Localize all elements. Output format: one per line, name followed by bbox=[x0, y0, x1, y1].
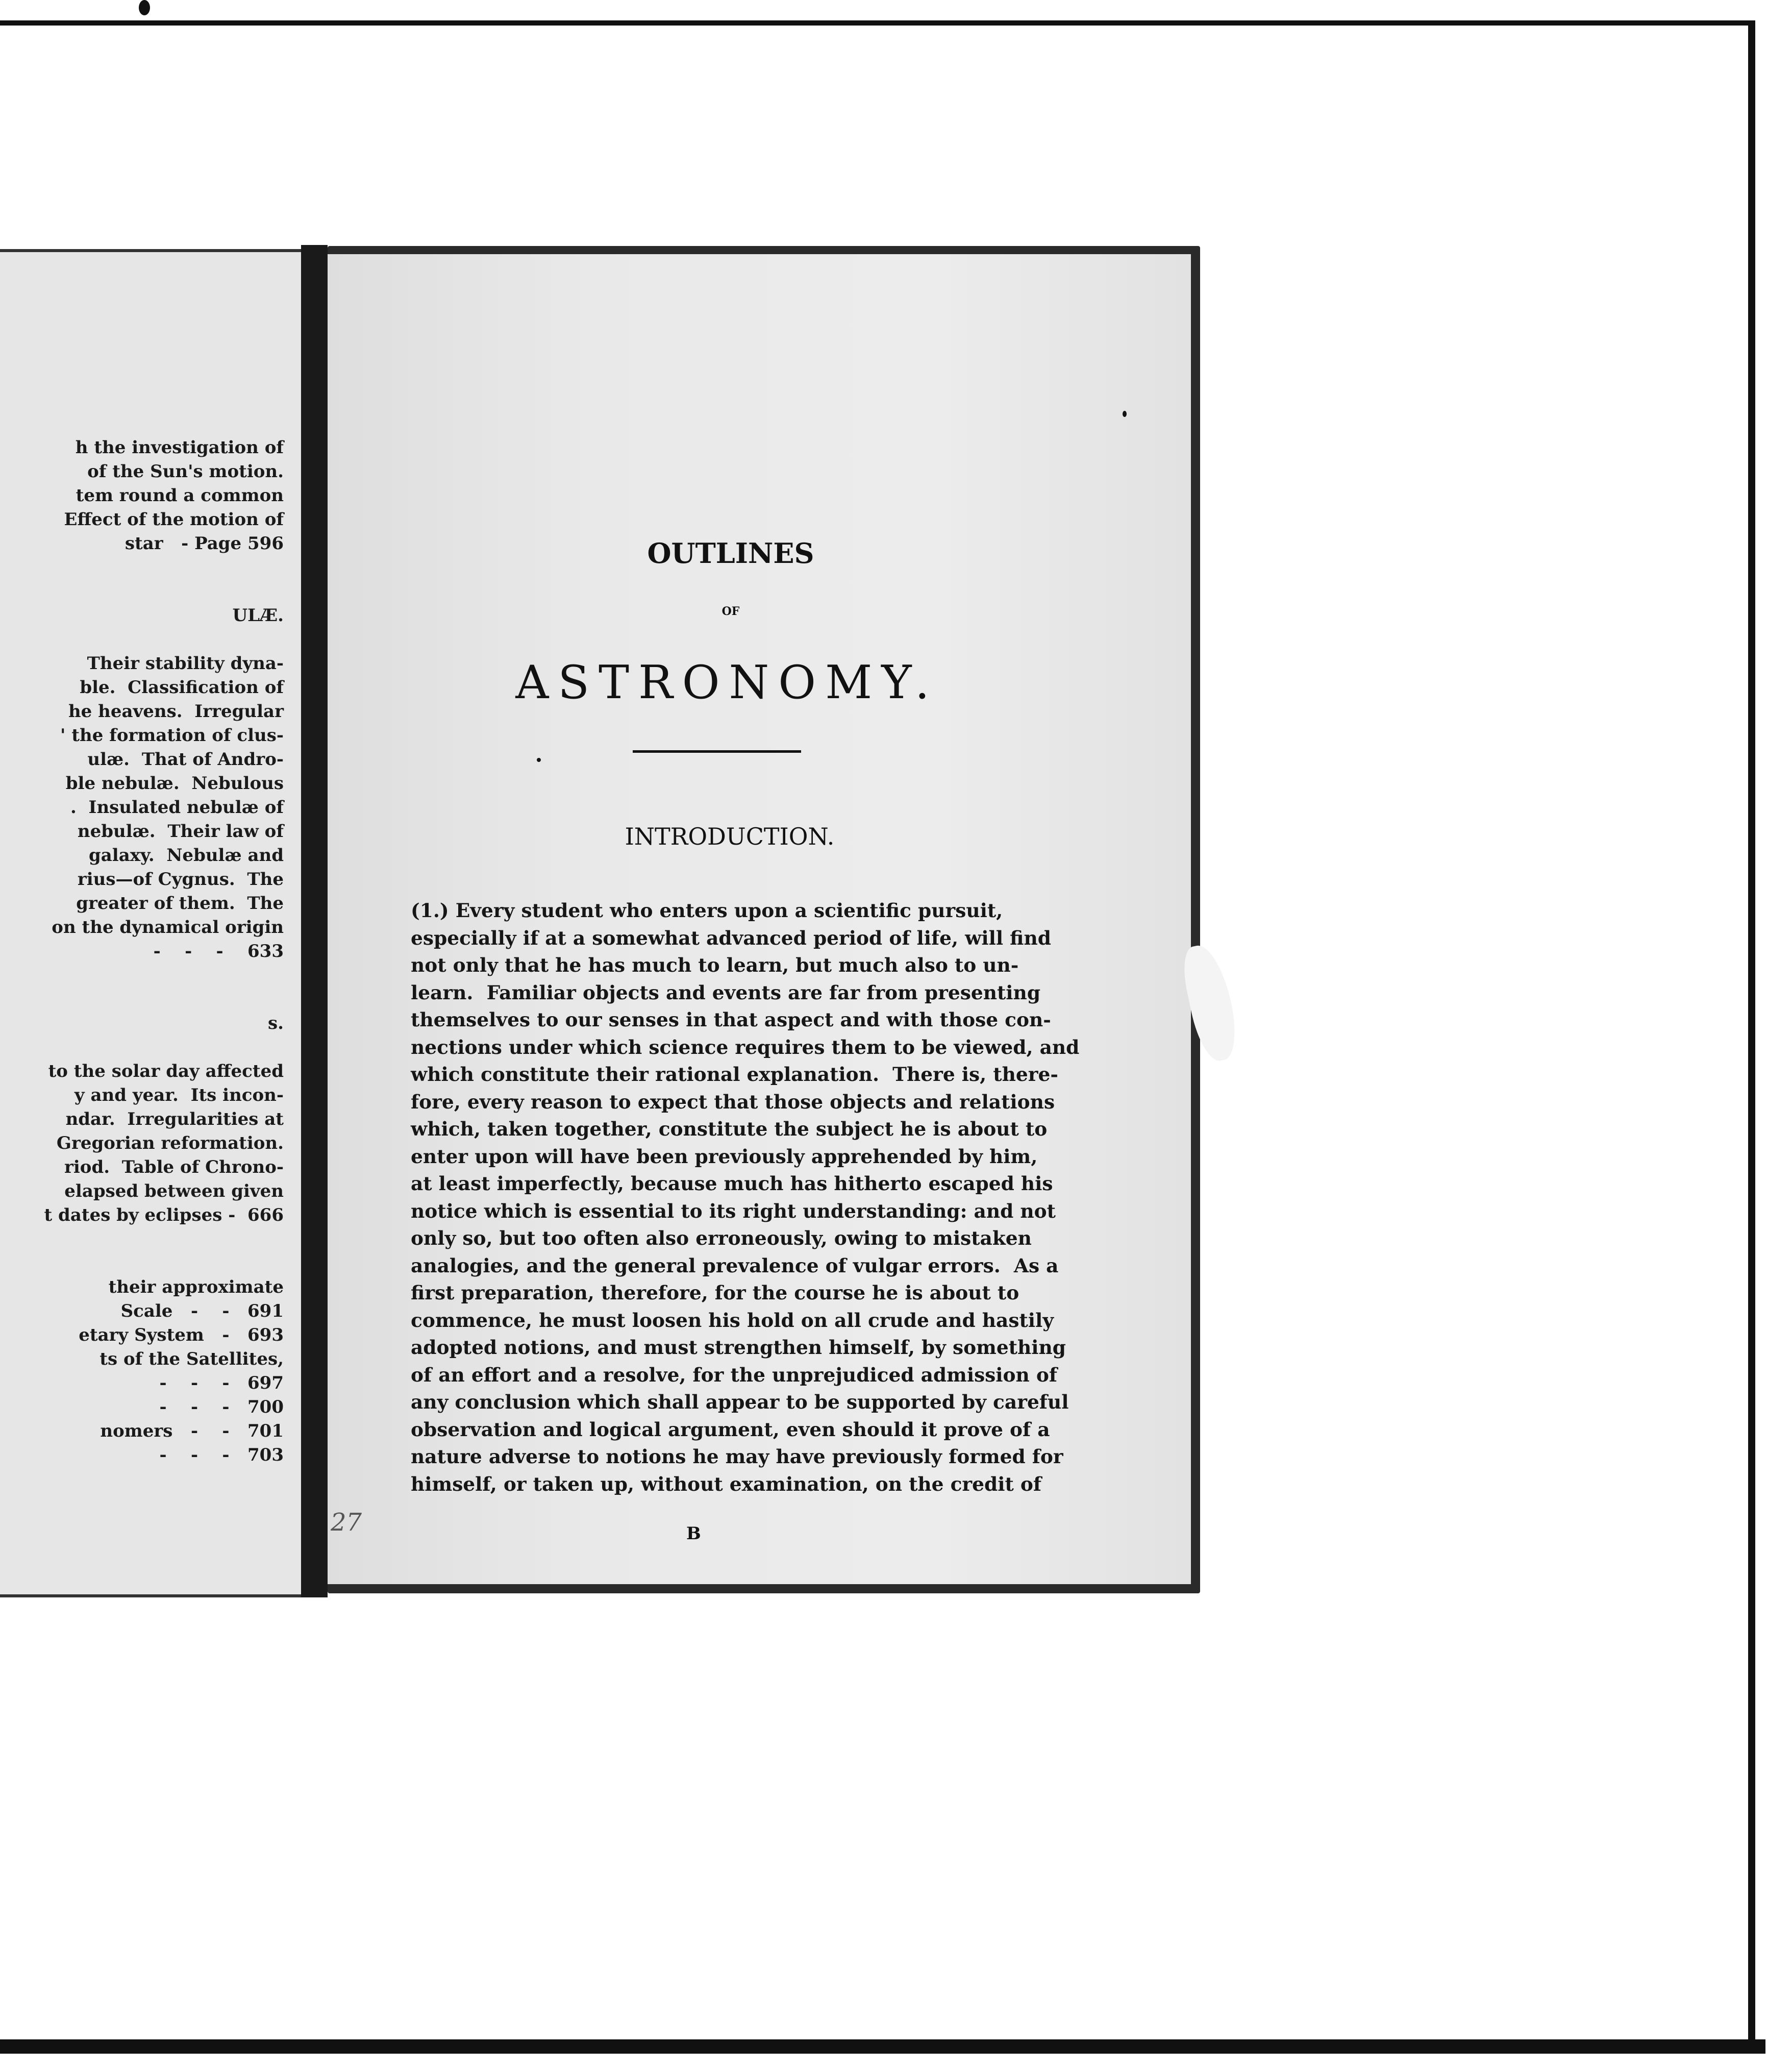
text-line: adopted notions, and must strengthen himself, by something bbox=[411, 1336, 1066, 1359]
contents-line: y and year. Its incon- bbox=[74, 1085, 284, 1105]
contents-line bbox=[18, 1251, 284, 1275]
contents-line: - - - 633 bbox=[153, 941, 284, 962]
introduction-paragraph bbox=[411, 897, 1080, 1498]
contents-line: ULÆ. bbox=[232, 605, 284, 626]
text-line: fore, every reason to expect that those objects and relations bbox=[411, 1090, 1055, 1113]
contents-line bbox=[18, 988, 284, 1012]
contents-line bbox=[18, 628, 284, 652]
contents-line: elapsed between given bbox=[64, 1181, 284, 1201]
contents-list bbox=[18, 436, 284, 1467]
text-line: himself, or taken up, without examination, on the credit of bbox=[411, 1472, 1042, 1495]
contents-line: star - Page 596 bbox=[125, 533, 284, 554]
contents-line: - - - 703 bbox=[159, 1445, 284, 1465]
contents-line: ulæ. That of Andro- bbox=[87, 749, 284, 770]
contents-line: ndar. Irregularities at bbox=[65, 1109, 284, 1129]
title-rule bbox=[633, 750, 801, 753]
contents-line: of the Sun's motion. bbox=[87, 461, 284, 482]
text-line: (1.) Every student who enters upon a scientific pursuit, bbox=[411, 899, 1003, 922]
contents-line bbox=[18, 1036, 284, 1059]
contents-line: t dates by eclipses - 666 bbox=[44, 1205, 284, 1225]
contents-line: Gregorian reformation. bbox=[56, 1133, 284, 1153]
contents-line: greater of them. The bbox=[76, 893, 284, 914]
section-heading: INTRODUCTION. bbox=[625, 823, 835, 850]
text-line: learn. Familiar objects and events are far from presenting bbox=[411, 981, 1041, 1004]
contents-line bbox=[18, 1227, 284, 1251]
contents-line: ble nebulæ. Nebulous bbox=[65, 773, 284, 794]
contents-line: . Insulated nebulæ of bbox=[70, 797, 284, 818]
contents-line bbox=[18, 964, 284, 988]
contents-line: Effect of the motion of bbox=[64, 509, 284, 530]
contents-line: etary System - 693 bbox=[79, 1325, 284, 1345]
dust-speck bbox=[537, 758, 541, 762]
contents-line: galaxy. Nebulæ and bbox=[88, 845, 284, 866]
contents-line: nomers - - 701 bbox=[100, 1421, 284, 1441]
text-line: any conclusion which shall appear to be supported by careful bbox=[411, 1391, 1069, 1413]
contents-line: their approximate bbox=[108, 1277, 284, 1297]
scan-frame-bottom bbox=[0, 2039, 1765, 2054]
dust-speck bbox=[139, 0, 150, 15]
text-line: nections under which science requires them to be viewed, and bbox=[411, 1036, 1080, 1058]
text-line: analogies, and the general prevalence of vulgar errors. As a bbox=[411, 1254, 1059, 1277]
contents-line: tem round a common bbox=[76, 485, 284, 506]
text-line: which constitute their rational explanation. There is, there- bbox=[411, 1063, 1058, 1086]
contents-line bbox=[18, 580, 284, 604]
text-line: especially if at a somewhat advanced period of life, will find bbox=[411, 926, 1051, 949]
title-outlines: OUTLINES bbox=[647, 537, 814, 570]
contents-line: ts of the Satellites, bbox=[99, 1349, 284, 1369]
text-line: nature adverse to notions he may have previously formed for bbox=[411, 1445, 1063, 1468]
book-spine bbox=[301, 245, 328, 1597]
signature-mark: B bbox=[686, 1523, 701, 1544]
contents-line: rius—of Cygnus. The bbox=[77, 869, 284, 890]
text-line: first preparation, therefore, for the course he is about to bbox=[411, 1282, 1019, 1304]
contents-line: Their stability dyna- bbox=[87, 653, 284, 674]
contents-line: ' the formation of clus- bbox=[60, 725, 284, 746]
contents-line: he heavens. Irregular bbox=[68, 701, 284, 722]
text-line: observation and logical argument, even should it prove of a bbox=[411, 1418, 1050, 1441]
text-line: themselves to our senses in that aspect and with those con- bbox=[411, 1008, 1051, 1031]
left-page bbox=[0, 249, 301, 1597]
text-line: notice which is essential to its right understanding: and not bbox=[411, 1199, 1056, 1222]
contents-line: ble. Classification of bbox=[80, 677, 284, 698]
text-line: commence, he must loosen his hold on all crude and hastily bbox=[411, 1309, 1054, 1332]
text-line: enter upon will have been previously apprehended by him, bbox=[411, 1145, 1038, 1168]
contents-line: - - - 697 bbox=[159, 1373, 284, 1393]
contents-line: h the investigation of bbox=[75, 437, 284, 458]
contents-line: s. bbox=[268, 1013, 284, 1033]
contents-line: riod. Table of Chrono- bbox=[64, 1157, 284, 1177]
contents-line: Scale - - 691 bbox=[120, 1301, 284, 1321]
contents-line bbox=[18, 556, 284, 580]
text-line: at least imperfectly, because much has hitherto escaped his bbox=[411, 1172, 1053, 1195]
title-of: OF bbox=[721, 605, 740, 618]
text-line: of an effort and a resolve, for the unprejudiced admission of bbox=[411, 1363, 1058, 1386]
dust-speck bbox=[1123, 411, 1127, 417]
contents-line: to the solar day affected bbox=[48, 1061, 284, 1081]
text-line: which, taken together, constitute the subject he is about to bbox=[411, 1118, 1048, 1140]
handwritten-note: 27 bbox=[331, 1508, 362, 1537]
contents-line: nebulæ. Their law of bbox=[77, 821, 284, 842]
contents-line: - - - 700 bbox=[159, 1397, 284, 1417]
title-astronomy: ASTRONOMY. bbox=[515, 656, 939, 709]
text-line: not only that he has much to learn, but much also to un- bbox=[411, 954, 1019, 976]
text-line: only so, but too often also erroneously, owing to mistaken bbox=[411, 1227, 1032, 1249]
contents-line: on the dynamical origin bbox=[52, 917, 284, 938]
